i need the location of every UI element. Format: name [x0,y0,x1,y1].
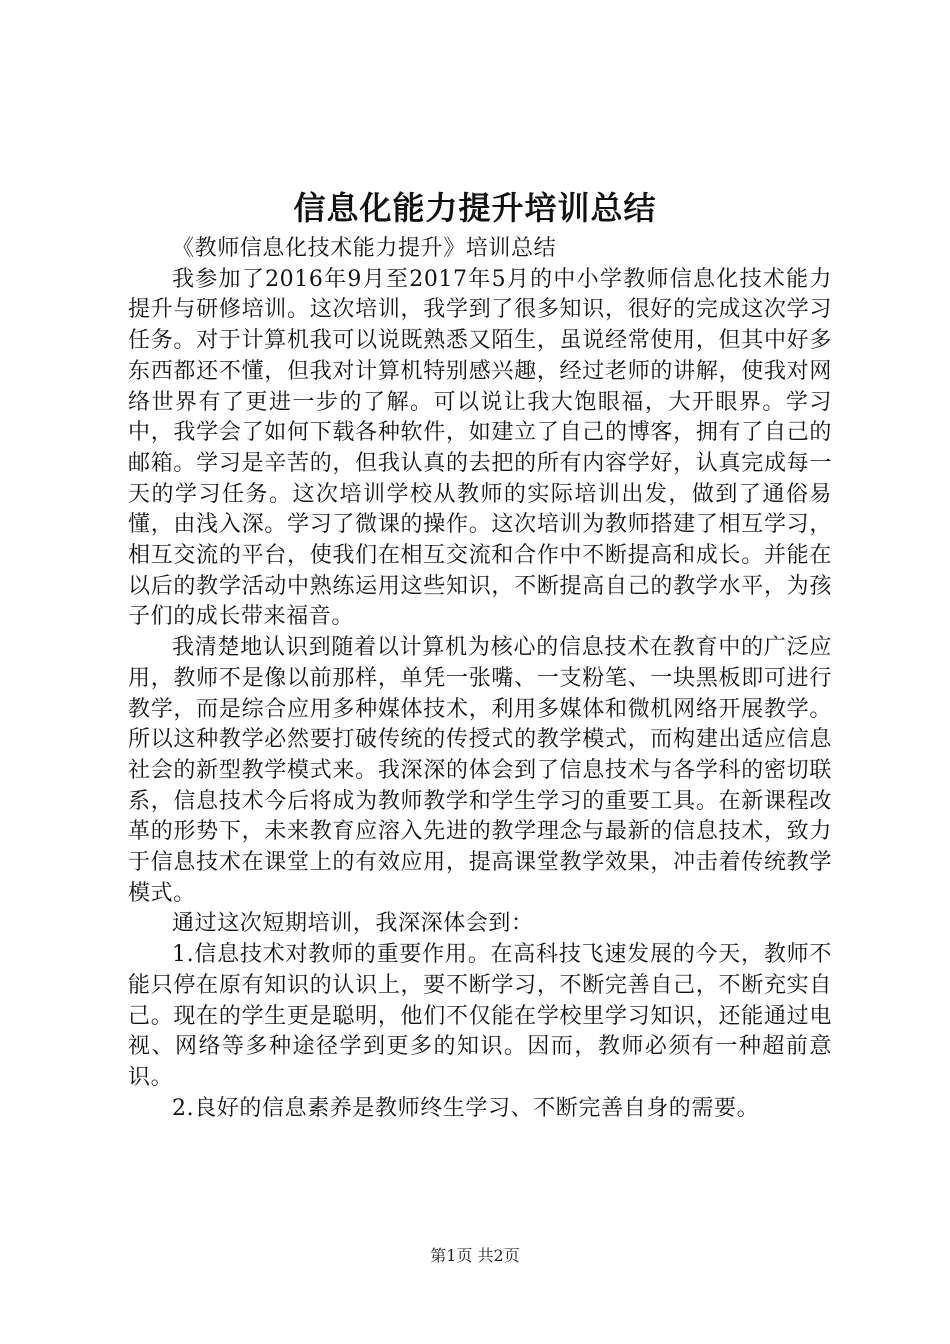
paragraph-3: 通过这次短期培训，我深深体会到： [172,911,534,937]
document-subtitle: 《教师信息化技术能力提升》培训总结 [172,236,557,261]
paragraph-2: 我清楚地认识到随着以计算机为核心的信息技术在教育中的广泛应用，教师不是像以前那样，单凭一张嘴、一支粉笔、一块黑板即可进行教学，而是综合应用多种媒体技术，利用多媒体和微机网络开展教学。所以这种教学必然要打破传统的传授式的教学模式，而构建出适应信息社会的新型教学模式来。我深深的体会到了信息技术与各学科的密切联系，信息技术今后将成为教师教学和学生学习的重要工具。在新课程改革的形势下，未来教育应溶入先进的教学理念与最新的信息技术，致力于信息技术在课堂上的有效应用，提高课堂教学效果，冲击着传统教学模式。 [128,635,832,906]
document-body [128,234,832,1124]
page-footer: 第1页 共2页 [430,1246,520,1265]
paragraph-5: 2.良好的信息素养是教师终生学习、不断完善自身的需要。 [172,1095,760,1121]
paragraph-4: 1.信息技术对教师的重要作用。在高科技飞速发展的今天，教师不能只停在原有知识的认识上，要不断学习，不断完善自己，不断充实自己。现在的学生更是聪明，他们不仅能在学校里学习知识，还能通过电视、网络等多种途径学到更多的知识。因而，教师必须有一种超前意识。 [128,942,832,1090]
document-title: 信息化能力提升培训总结 [293,189,657,227]
paragraph-1: 我参加了2016年9月至2017年5月的中小学教师信息化技术能力提升与研修培训。这次培训，我学到了很多知识，很好的完成这次学习任务。对于计算机我可以说既熟悉又陌生，虽说经常使用，但其中好多东西都还不懂，但我对计算机特别感兴趣，经过老师的讲解，使我对网络世界有了更进一步的了解。可以说让我大饱眼福，大开眼界。学习中，我学会了如何下载各种软件，如建立了自己的博客，拥有了自己的邮箱。学习是辛苦的，但我认真的去把的所有内容学好，认真完成每一天的学习任务。这次培训学校从教师的实际培训出发，做到了通俗易懂，由浅入深。学习了微课的操作。这次培训为教师搭建了相互学习，相互交流的平台，使我们在相互交流和合作中不断提高和成长。并能在以后的教学活动中熟练运用这些知识，不断提高自己的教学水平，为孩子们的成长带来福音。 [128,266,832,630]
